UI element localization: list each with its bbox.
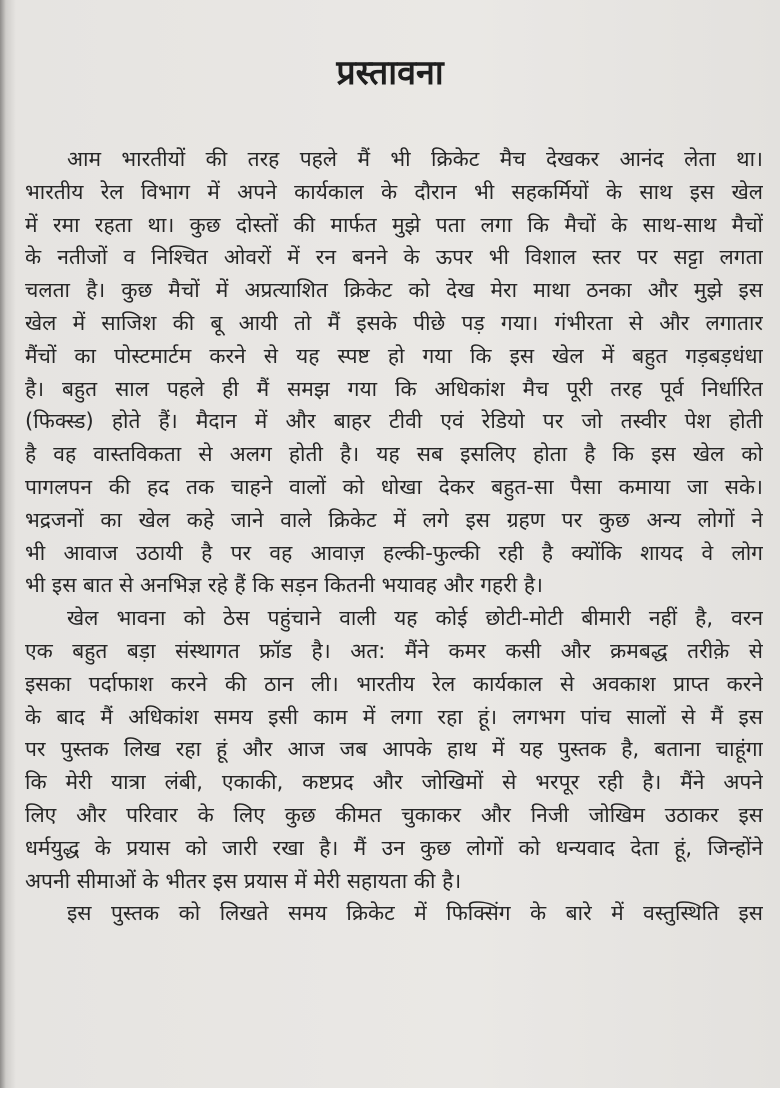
text-line: के नतीजों व निश्चित ओवरों में रन बनने के ऊपर भी विशाल स्तर पर सट्टा लगता [25, 245, 763, 270]
text-line: एक बहुत बड़ा संस्थागत फ्रॉड है। अत: मैंने कमर कसी और क्रमबद्ध तरीक़े से [25, 638, 763, 663]
text-line: खेल भावना को ठेस पहुंचाने वाली यह कोई छोटी-मोटी बीमारी नहीं है, वरन [67, 606, 763, 631]
text-line: कि मेरी यात्रा लंबी, एकाकी, कष्टप्रद और जोखिमों से भरपूर रही है। मैंने अपने [25, 770, 763, 795]
text-line: भी इस बात से अनभिज्ञ रहे हैं कि सड़न कितनी भयावह और गहरी है। [25, 573, 544, 598]
text-line: है वह वास्तविकता से अलग होती है। यह सब इसलिए होता है कि इस खेल को [25, 442, 763, 467]
text-line: में रमा रहता था। कुछ दोस्तों की मार्फत मुझे पता लगा कि मैचों के साथ-साथ मैचों [25, 212, 763, 237]
text-line: (फिक्स्ड) होते हैं। मैदान में और बाहर टीवी एवं रेडियो पर जो तस्वीर पेश होती [25, 409, 763, 434]
text-line: पर पुस्तक लिख रहा हूं और आज जब आपके हाथ में यह पुस्तक है, बताना चाहूंगा [25, 737, 763, 762]
text-line: खेल में साजिश की बू आयी तो मैं इसके पीछे पड़ गया। गंभीरता से और लगातार [25, 310, 763, 335]
text-line: है। बहुत साल पहले ही मैं समझ गया कि अधिकांश मैच पूरी तरह पूर्व निर्धारित [25, 376, 763, 401]
text-line: भद्रजनों का खेल कहे जाने वाले क्रिकेट में लगे इस ग्रहण पर कुछ अन्य लोगों ने [25, 507, 763, 532]
text-line: धर्मयुद्ध के प्रयास को जारी रखा है। मैं उन कुछ लोगों को धन्यवाद देता हूं, जिन्होंने [25, 835, 763, 860]
text-line: अपनी सीमाओं के भीतर इस प्रयास में मेरी सहायता की है। [25, 868, 462, 893]
text-line: भारतीय रेल विभाग में अपने कार्यकाल के दौरान भी सहकर्मियों के साथ इस खेल [25, 179, 763, 204]
text-line: भी आवाज उठायी है पर वह आवाज़ हल्की-फुल्की रही है क्योंकि शायद वे लोग [25, 540, 763, 565]
page-title: प्रस्तावना [336, 53, 444, 93]
text-line: इसका पर्दाफाश करने की ठान ली। भारतीय रेल कार्यकाल से अवकाश प्राप्त करने [25, 671, 763, 696]
body-text [25, 143, 763, 930]
text-line: पागलपन की हद तक चाहने वालों को धोखा देकर बहुत-सा पैसा कमाया जा सके। [25, 474, 763, 499]
text-line: चलता है। कुछ मैचों में अप्रत्याशित क्रिकेट को देख मेरा माथा ठनका और मुझे इस [25, 278, 763, 303]
text-line: लिए और परिवार के लिए कुछ कीमत चुकाकर और निजी जोखिम उठाकर इस [25, 802, 763, 827]
text-line: इस पुस्तक को लिखते समय क्रिकेट में फिक्सिंग के बारे में वस्तुस्थिति इस [67, 901, 763, 926]
text-line: आम भारतीयों की तरह पहले मैं भी क्रिकेट मैच देखकर आनंद लेता था। [67, 147, 763, 171]
text-line: के बाद मैं अधिकांश समय इसी काम में लगा रहा हूं। लगभग पांच सालों से मैं इस [25, 704, 763, 729]
text-line: मैंचों का पोस्टमार्टम करने से यह स्पष्ट हो गया कि इस खेल में बहुत गड़बड़धंधा [25, 343, 763, 368]
